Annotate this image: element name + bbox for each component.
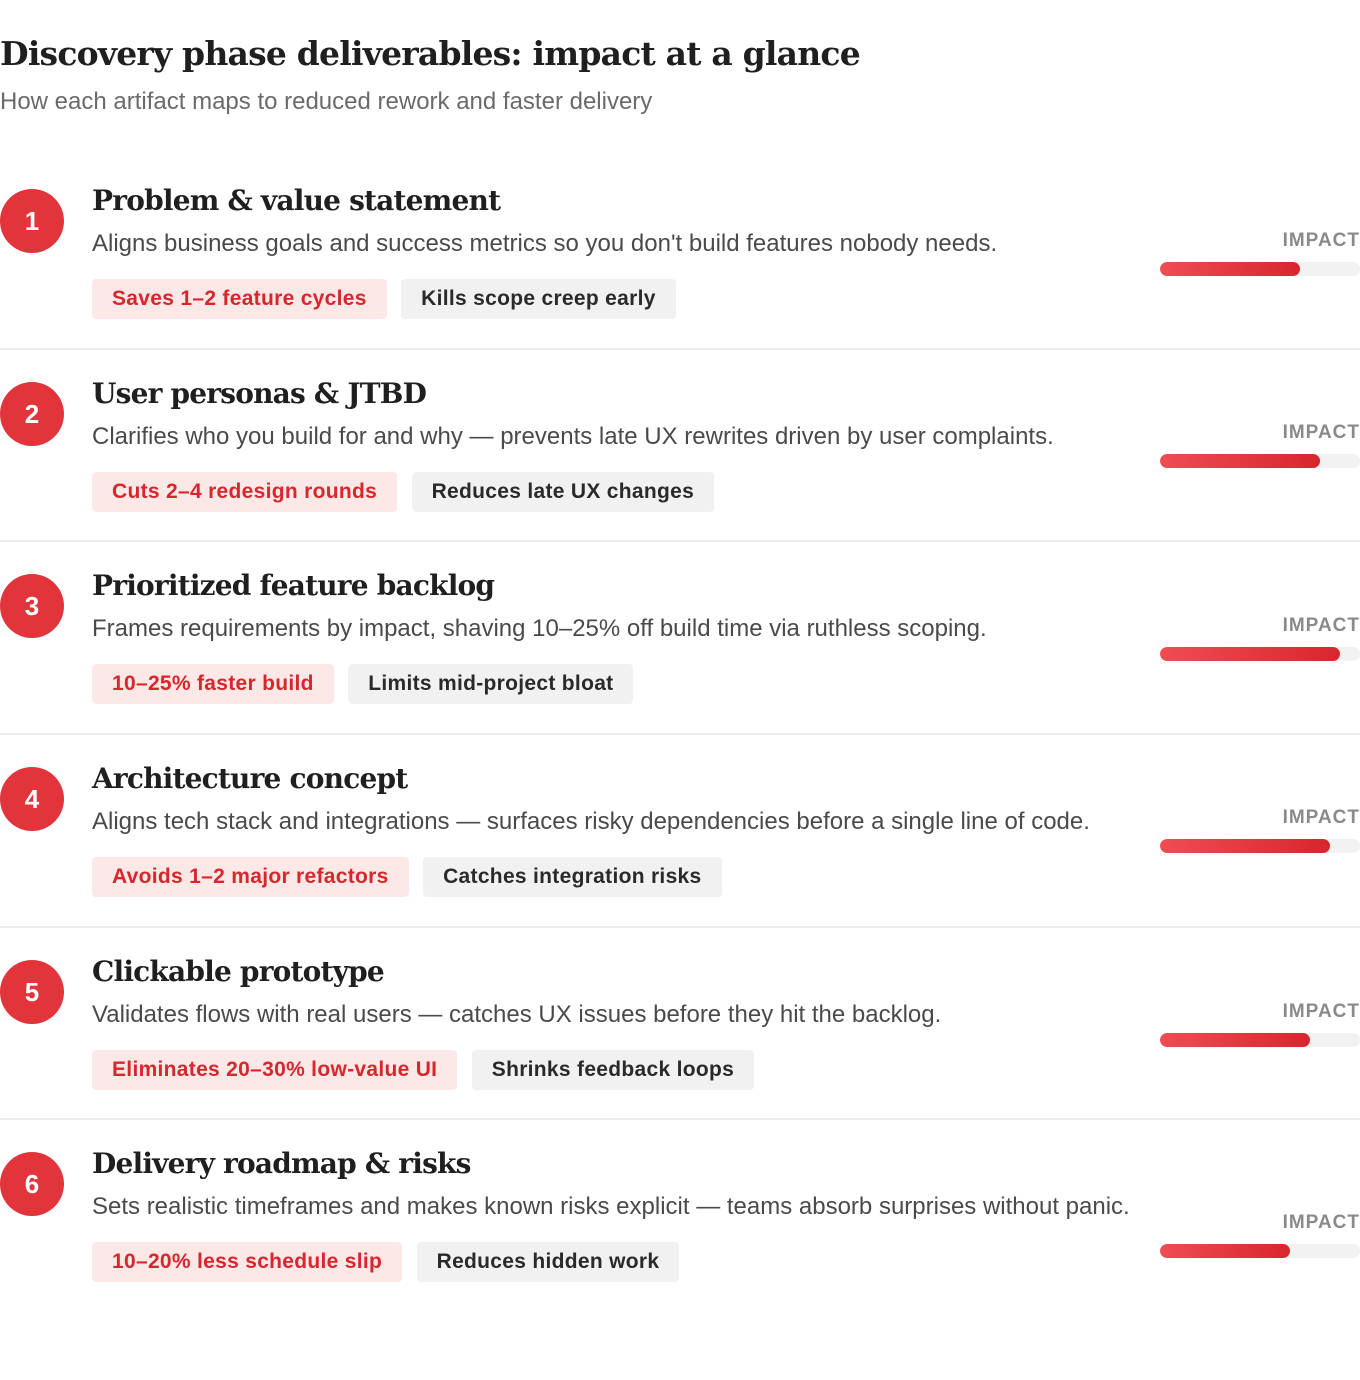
impact-bar-fill: [1160, 262, 1300, 276]
tag-group: [92, 472, 1142, 512]
item-description: Validates flows with real users — catches UX issues before they hit the backlog.: [92, 1001, 942, 1028]
primary-tag: 10–20% less schedule slip: [92, 1242, 402, 1282]
primary-tag: Saves 1–2 feature cycles: [92, 279, 387, 319]
secondary-tag: Kills scope creep early: [401, 279, 676, 319]
impact-label: IMPACT: [1282, 807, 1360, 828]
tag-group: [92, 279, 1142, 319]
item-content: [92, 759, 1142, 897]
tag-group: [92, 857, 1142, 897]
item-content: [92, 374, 1142, 512]
list-item: [0, 1120, 1360, 1340]
impact-bar-fill: [1160, 839, 1330, 853]
impact-meter: [1160, 1212, 1360, 1258]
impact-bar-fill: [1160, 454, 1320, 468]
item-title: User personas & JTBD: [92, 377, 427, 410]
primary-tag: Avoids 1–2 major refactors: [92, 857, 409, 897]
page-title: Discovery phase deliverables: impact at a glance: [0, 34, 860, 73]
impact-label: IMPACT: [1282, 1001, 1360, 1022]
impact-label: IMPACT: [1282, 422, 1360, 443]
item-description: Clarifies who you build for and why — prevents late UX rewrites driven by user complaints.: [92, 423, 1054, 450]
impact-bar-track: [1160, 1033, 1360, 1047]
item-content: [92, 952, 1142, 1090]
secondary-tag: Reduces hidden work: [417, 1242, 680, 1282]
tag-group: [92, 664, 1142, 704]
item-content: [92, 566, 1142, 704]
impact-bar-track: [1160, 647, 1360, 661]
impact-bar-fill: [1160, 647, 1340, 661]
item-description: Aligns business goals and success metrics so you don't build features nobody needs.: [92, 230, 998, 257]
page-subtitle: How each artifact maps to reduced rework and faster delivery: [0, 88, 653, 115]
list-item: [0, 157, 1360, 350]
impact-bar-track: [1160, 839, 1360, 853]
tag-group: [92, 1242, 1142, 1282]
impact-bar-fill: [1160, 1244, 1290, 1258]
impact-label: IMPACT: [1282, 615, 1360, 636]
primary-tag: Cuts 2–4 redesign rounds: [92, 472, 397, 512]
list-item: [0, 928, 1360, 1120]
secondary-tag: Limits mid-project bloat: [348, 664, 633, 704]
item-title: Problem & value statement: [92, 184, 501, 217]
item-content: [92, 1144, 1142, 1282]
step-number-badge: 4: [0, 767, 64, 831]
impact-bar-track: [1160, 1244, 1360, 1258]
impact-meter: [1160, 807, 1360, 853]
item-title: Prioritized feature backlog: [92, 569, 495, 602]
step-number-badge: 2: [0, 382, 64, 446]
item-title: Clickable prototype: [92, 955, 384, 988]
impact-bar-fill: [1160, 1033, 1310, 1047]
step-number-badge: 5: [0, 960, 64, 1024]
impact-meter: [1160, 1001, 1360, 1047]
tag-group: [92, 1050, 1142, 1090]
step-number-badge: 3: [0, 574, 64, 638]
deliverables-list: [0, 157, 1360, 1340]
impact-meter: [1160, 230, 1360, 276]
list-item: [0, 350, 1360, 542]
step-number-badge: 1: [0, 189, 64, 253]
impact-bar-track: [1160, 454, 1360, 468]
item-description: Aligns tech stack and integrations — surfaces risky dependencies before a single line of code.: [92, 808, 1090, 835]
primary-tag: Eliminates 20–30% low-value UI: [92, 1050, 457, 1090]
item-description: Sets realistic timeframes and makes known risks explicit — teams absorb surprises without panic.: [92, 1193, 1130, 1220]
item-title: Architecture concept: [92, 762, 408, 795]
list-item: [0, 542, 1360, 735]
impact-label: IMPACT: [1282, 1212, 1360, 1233]
item-title: Delivery roadmap & risks: [92, 1147, 471, 1180]
item-description: Frames requirements by impact, shaving 10–25% off build time via ruthless scoping.: [92, 615, 987, 642]
secondary-tag: Reduces late UX changes: [412, 472, 715, 512]
list-item: [0, 735, 1360, 928]
item-content: [92, 181, 1142, 319]
secondary-tag: Shrinks feedback loops: [472, 1050, 754, 1090]
secondary-tag: Catches integration risks: [423, 857, 721, 897]
impact-meter: [1160, 615, 1360, 661]
primary-tag: 10–25% faster build: [92, 664, 334, 704]
impact-meter: [1160, 422, 1360, 468]
impact-bar-track: [1160, 262, 1360, 276]
step-number-badge: 6: [0, 1152, 64, 1216]
impact-label: IMPACT: [1282, 230, 1360, 251]
